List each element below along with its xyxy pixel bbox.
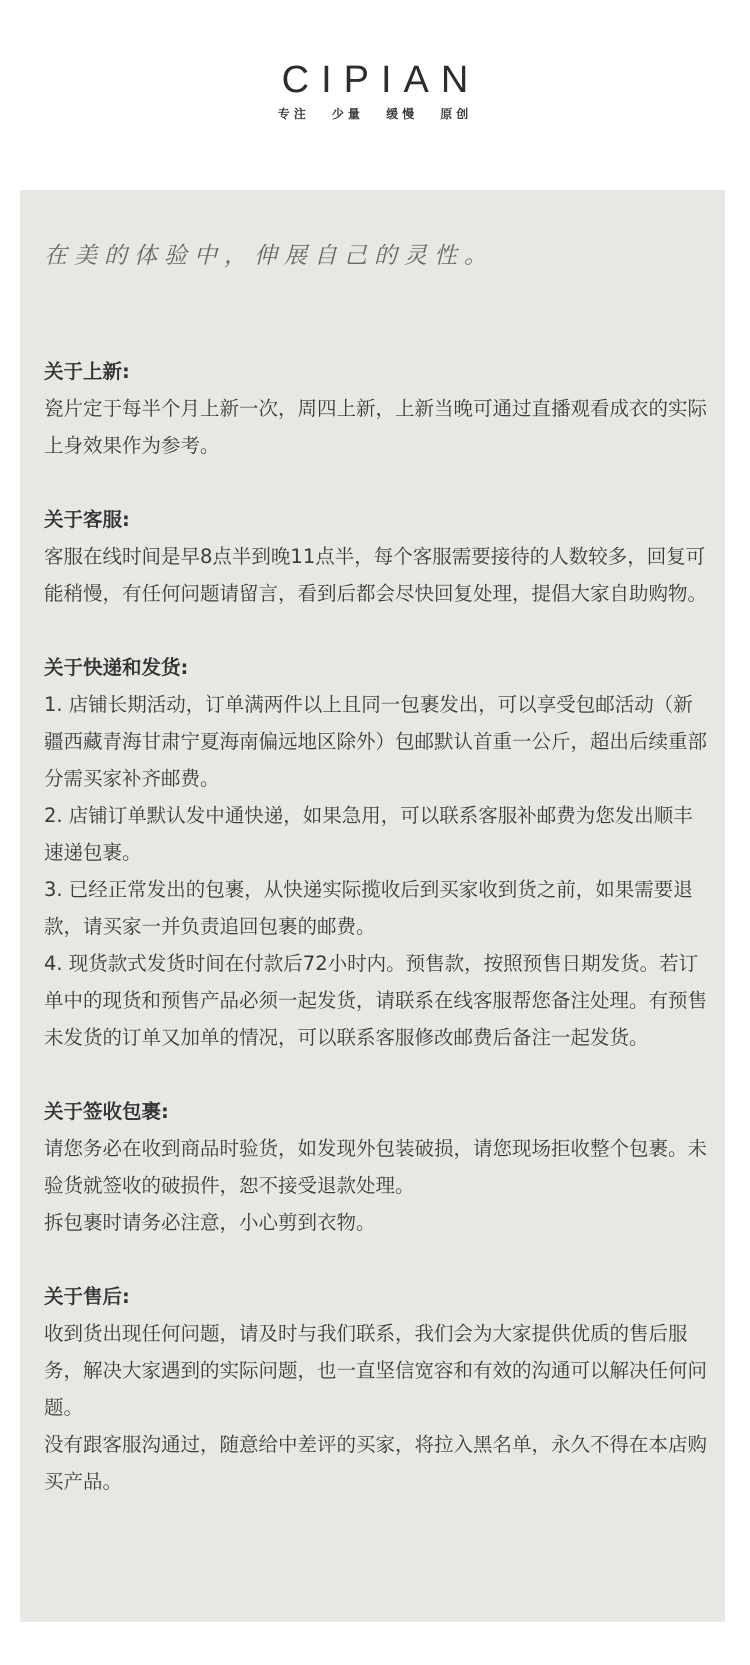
section-shipping bbox=[44, 649, 709, 1056]
section-receiving bbox=[44, 1093, 709, 1241]
section-paragraph: 客服在线时间是早8点半到晚11点半，每个客服需要接待的人数较多，回复可能稍慢，有任何问题请留言，看到后都会尽快回复处理，提倡大家自助购物。 bbox=[44, 545, 708, 605]
section-title: 关于快递和发货: bbox=[44, 656, 189, 679]
section-after-sales bbox=[44, 1278, 709, 1500]
section-paragraph: 1. 店铺长期活动，订单满两件以上且同一包裹发出，可以享受包邮活动（新疆西藏青海甘肃宁夏海南偏远地区除外）包邮默认首重一公斤，超出后续重部分需买家补齐邮费。 bbox=[44, 693, 708, 790]
section-paragraph: 2. 店铺订单默认发中通快递，如果急用，可以联系客服补邮费为您发出顺丰速递包裹。 bbox=[44, 804, 693, 864]
section-paragraph: 4. 现货款式发货时间在付款后72小时内。预售款，按照预售日期发货。若订单中的现货和预售产品必须一起发货，请联系在线客服帮您备注处理。有预售未发货的订单又加单的情况，可以联系客服修改邮费后备注一起发货。 bbox=[44, 952, 708, 1049]
section-title: 关于签收包裹: bbox=[44, 1100, 169, 1123]
section-paragraph: 收到货出现任何问题，请及时与我们联系，我们会为大家提供优质的售后服务，解决大家遇到的实际问题，也一直坚信宽容和有效的沟通可以解决任何问题。 bbox=[44, 1322, 708, 1419]
section-customer-service bbox=[44, 501, 709, 612]
section-title: 关于上新: bbox=[44, 360, 130, 383]
brand-tagline: 专注 少量 缓慢 原创 bbox=[277, 107, 473, 121]
brand-logo: CIPIAN bbox=[281, 59, 481, 101]
section-paragraph: 没有跟客服沟通过，随意给中差评的买家，将拉入黑名单，永久不得在本店购买产品。 bbox=[44, 1433, 708, 1493]
policy-panel bbox=[20, 190, 725, 1622]
slogan: 在美的体验中，伸展自己的灵性。 bbox=[44, 243, 494, 269]
brand-header bbox=[0, 0, 750, 190]
section-title: 关于客服: bbox=[44, 508, 130, 531]
section-paragraph: 请您务必在收到商品时验货，如发现外包装破损，请您现场拒收整个包裹。未验货就签收的破损件，恕不接受退款处理。 bbox=[44, 1137, 708, 1197]
section-paragraph: 3. 已经正常发出的包裹，从快递实际揽收后到买家收到货之前，如果需要退款，请买家一并负责追回包裹的邮费。 bbox=[44, 878, 693, 938]
section-title: 关于售后: bbox=[44, 1285, 130, 1308]
policy-content bbox=[44, 353, 709, 1537]
section-new-arrivals bbox=[44, 353, 709, 464]
section-paragraph: 瓷片定于每半个月上新一次，周四上新，上新当晚可通过直播观看成衣的实际上身效果作为参考。 bbox=[44, 397, 708, 457]
section-paragraph: 拆包裹时请务必注意，小心剪到衣物。 bbox=[44, 1211, 376, 1234]
